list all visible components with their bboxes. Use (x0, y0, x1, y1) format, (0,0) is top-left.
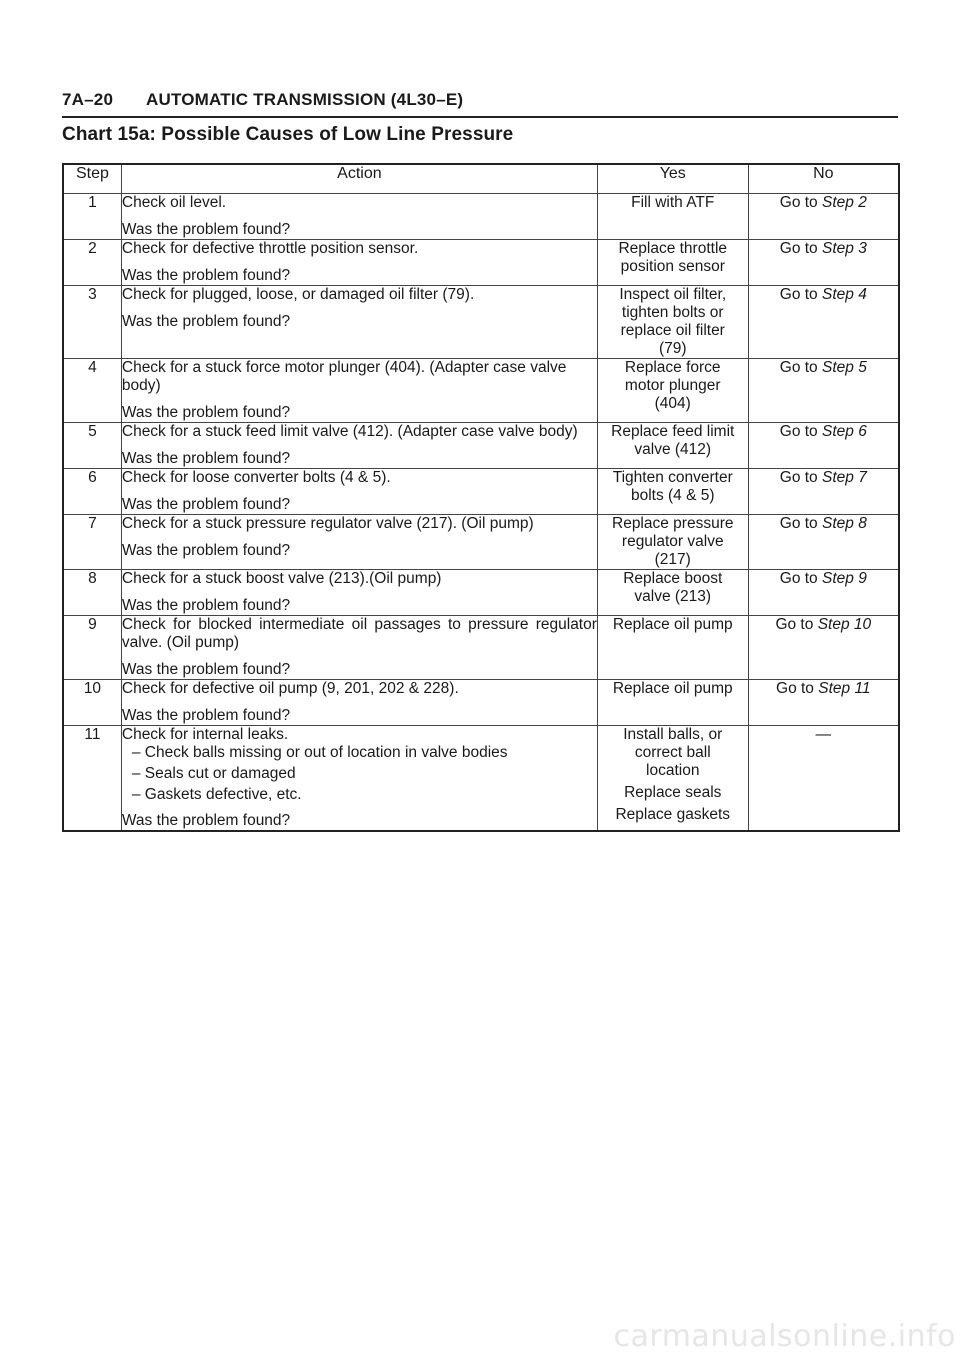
no-cell (748, 680, 899, 726)
go-to-text: Go to (779, 286, 818, 303)
go-to-text: Go to (779, 194, 818, 211)
yes-action: Install balls, or correct ball location (623, 726, 723, 779)
table-row (63, 469, 899, 515)
step-number: 10 (63, 680, 121, 726)
table-header-row (63, 164, 899, 194)
step-reference: Step 8 (822, 515, 867, 532)
step-number: 1 (63, 194, 121, 240)
action-cell (121, 240, 597, 286)
no-cell (748, 570, 899, 616)
step-number: 6 (63, 469, 121, 515)
no-cell (748, 616, 899, 680)
table-row (63, 286, 899, 359)
step-number: 11 (63, 726, 121, 832)
step-reference: Step 3 (822, 240, 867, 257)
question-text: Was the problem found? (121, 313, 291, 330)
yes-cell (597, 570, 748, 616)
action-cell (121, 616, 597, 680)
check-text: Check for a stuck pressure regulator valve (217). (Oil pump) (121, 515, 534, 532)
check-item: – Seals cut or damaged (131, 765, 296, 782)
step-reference: Step 6 (822, 423, 867, 440)
no-cell (748, 359, 899, 423)
go-to-text: Go to (779, 515, 818, 532)
check-item: – Gaskets defective, etc. (131, 786, 302, 803)
check-text: Check for defective oil pump (9, 201, 202 & 228). (121, 680, 459, 697)
no-cell (748, 515, 899, 570)
question-text: Was the problem found? (121, 812, 291, 829)
table-row (63, 680, 899, 726)
question-text: Was the problem found? (121, 707, 291, 724)
watermark: carmanualsonline.info (613, 1319, 956, 1354)
check-text: Check oil level. (121, 194, 227, 211)
check-item: – Check balls missing or out of location in valve bodies (131, 744, 508, 761)
step-reference: Step 5 (822, 359, 867, 376)
column-header-step: Step (63, 164, 121, 194)
action-cell (121, 680, 597, 726)
step-number: 4 (63, 359, 121, 423)
chart-title: Chart 15a: Possible Causes of Low Line Pressure (62, 124, 514, 145)
yes-action: Replace throttle position sensor (618, 240, 728, 275)
table-row (63, 570, 899, 616)
check-text: Check for loose converter bolts (4 & 5). (121, 469, 391, 486)
yes-action: Replace oil pump (612, 680, 733, 697)
yes-cell (597, 616, 748, 680)
step-reference: Step 7 (822, 469, 867, 486)
table-row (63, 359, 899, 423)
check-text: Check for a stuck boost valve (213).(Oil pump) (121, 570, 442, 587)
yes-action: Tighten converter bolts (4 & 5) (612, 469, 733, 504)
go-to-text: Go to (779, 570, 818, 587)
check-text: Check for defective throttle position sensor. (121, 240, 419, 257)
question-text: Was the problem found? (121, 597, 291, 614)
table-body (63, 194, 899, 832)
no-cell (748, 194, 899, 240)
step-number: 9 (63, 616, 121, 680)
yes-cell (597, 359, 748, 423)
column-header-no: No (748, 164, 899, 194)
check-text: Check for blocked intermediate oil passages to pressure regulator valve. (Oil pump) (121, 616, 597, 651)
question-text: Was the problem found? (121, 267, 291, 284)
check-text: Check for a stuck feed limit valve (412). (Adapter case valve body) (121, 423, 578, 440)
question-text: Was the problem found? (121, 450, 291, 467)
action-cell (121, 726, 597, 832)
table-row (63, 194, 899, 240)
action-cell (121, 515, 597, 570)
no-cell: — (748, 726, 899, 832)
question-text: Was the problem found? (121, 542, 291, 559)
action-cell (121, 286, 597, 359)
yes-cell (597, 469, 748, 515)
page-number: 7A–20 (62, 90, 114, 109)
action-cell (121, 423, 597, 469)
table-row (63, 240, 899, 286)
yes-action: Replace feed limit valve (412) (611, 423, 735, 458)
action-cell (121, 469, 597, 515)
question-text: Was the problem found? (121, 496, 291, 513)
table-row (63, 616, 899, 680)
step-number: 2 (63, 240, 121, 286)
yes-cell (597, 726, 748, 832)
yes-action: Fill with ATF (631, 194, 715, 211)
no-cell (748, 423, 899, 469)
go-to-text: Go to (779, 469, 818, 486)
question-text: Was the problem found? (121, 221, 291, 238)
step-number: 5 (63, 423, 121, 469)
yes-action: Replace pressure regulator valve (217) (612, 515, 734, 568)
go-to-text: Go to (779, 423, 818, 440)
yes-cell (597, 240, 748, 286)
yes-cell (597, 515, 748, 570)
no-cell (748, 286, 899, 359)
step-reference: Step 4 (822, 286, 867, 303)
yes-action: Replace gaskets (615, 806, 731, 823)
action-cell (121, 359, 597, 423)
go-to-text: Go to (779, 359, 818, 376)
column-header-yes: Yes (597, 164, 748, 194)
go-to-text: Go to (776, 680, 814, 697)
no-cell (748, 469, 899, 515)
check-text: Check for plugged, loose, or damaged oil filter (79). (121, 286, 475, 303)
step-number: 3 (63, 286, 121, 359)
step-reference: Step 2 (822, 194, 867, 211)
action-cell (121, 570, 597, 616)
step-reference: Step 11 (818, 680, 871, 697)
step-reference: Step 9 (822, 570, 867, 587)
table-row (63, 515, 899, 570)
diagnostic-table (62, 163, 900, 832)
go-to-text: Go to (779, 240, 818, 257)
step-number: 8 (63, 570, 121, 616)
yes-action: Replace force motor plunger (404) (624, 359, 721, 412)
yes-cell (597, 680, 748, 726)
action-cell (121, 194, 597, 240)
go-to-text: Go to (775, 616, 814, 633)
yes-cell (597, 194, 748, 240)
step-reference: Step 10 (817, 616, 872, 633)
table-row (63, 423, 899, 469)
yes-action: Replace boost valve (213) (623, 570, 723, 605)
yes-cell (597, 423, 748, 469)
yes-cell (597, 286, 748, 359)
yes-action: Replace oil pump (612, 616, 733, 633)
no-cell (748, 240, 899, 286)
section-title: AUTOMATIC TRANSMISSION (4L30–E) (146, 90, 464, 109)
page-header (62, 90, 898, 118)
yes-action: Inspect oil filter, tighten bolts or replace oil filter (79) (619, 286, 727, 357)
question-text: Was the problem found? (121, 404, 291, 421)
table-row-step-11 (63, 726, 899, 832)
column-header-action: Action (121, 164, 597, 194)
check-text: Check for internal leaks. (121, 726, 289, 743)
yes-action: Replace seals (624, 784, 722, 801)
check-text: Check for a stuck force motor plunger (404). (Adapter case valve body) (121, 359, 567, 394)
question-text: Was the problem found? (121, 661, 291, 678)
step-number: 7 (63, 515, 121, 570)
